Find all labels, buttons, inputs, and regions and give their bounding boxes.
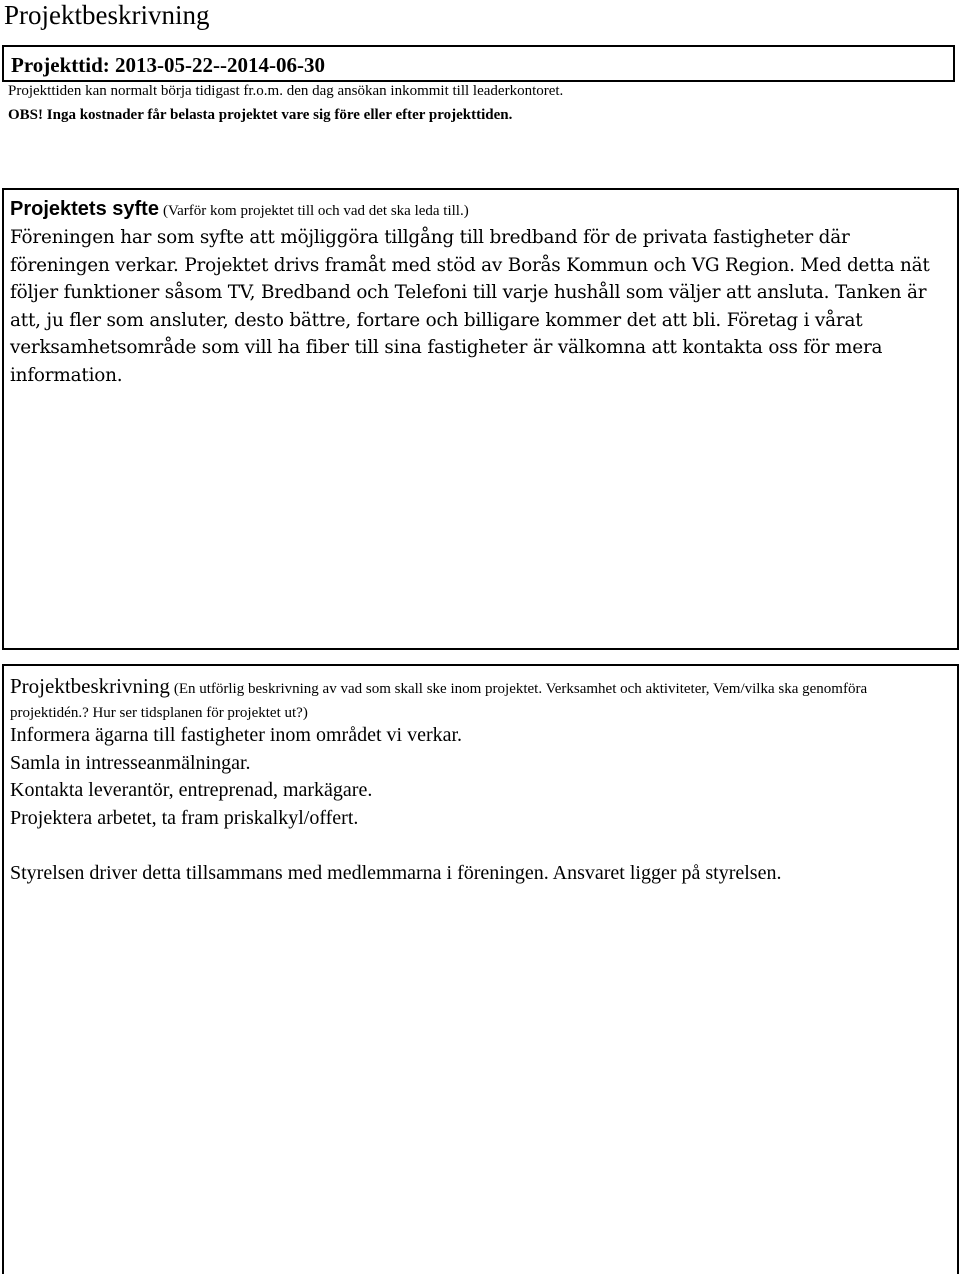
purpose-text — [10, 224, 945, 390]
blank-line — [10, 832, 940, 860]
purpose-sentence: Projektet drivs framåt med stöd av Borås Kommun och VG Region. — [184, 254, 801, 276]
purpose-sentence: Med detta nät följer funktioner såsom TV, Bredband och Telefoni till varje hushåll som väljer att ansluta. — [10, 254, 930, 304]
purpose-sentence: Tanken är att, ju fler som ansluter, desto bättre, fortare och billigare kommer det att bli. — [10, 282, 927, 331]
purpose-heading-row — [10, 198, 469, 223]
period-note: Projekttiden kan normalt börja tidigast fr.o.m. den dag ansökan inkommit till leaderkontoret. — [8, 83, 564, 99]
purpose-sentence: Föreningen har som syfte att möjliggöra tillgång till bredband för de privata fastigheter där föreningen verkar. — [10, 227, 850, 276]
description-text — [10, 722, 940, 887]
purpose-heading: Projektets syfte — [10, 198, 159, 220]
page-title: Projektbeskrivning — [4, 0, 210, 30]
activity-line: Projektera arbetet, ta fram priskalkyl/offert. — [10, 806, 359, 829]
description-heading: Projektbeskrivning — [10, 674, 170, 698]
project-period-box — [2, 45, 955, 82]
period-warning: OBS! Inga kostnader får belasta projektet vare sig före eller efter projekttiden. — [8, 107, 513, 123]
activity-line: Samla in intresseanmälningar. — [10, 751, 251, 774]
activity-line: Informera ägarna till fastigheter inom området vi verkar. — [10, 724, 463, 746]
responsibility-line: Styrelsen driver detta tillsammans med medlemmarna i föreningen. Ansvaret ligger på styrelsen. — [10, 861, 782, 884]
description-section — [2, 664, 959, 1274]
purpose-section — [2, 188, 959, 650]
project-period-label: Projekttid: 2013-05-22--2014-06-30 — [11, 53, 325, 77]
description-hint: (En utförlig beskrivning av vad som skall ske inom projektet. Verksamhet och aktiviteter, Vem/vilka ska genomföra projektidén.? Hur ser tidsplanen för projektet ut?) — [10, 681, 868, 721]
purpose-sentence: Företag i vårat verksamhetsområde som vill ha fiber till sina fastigheter är välkomna att kontakta oss för mera information. — [10, 309, 883, 386]
description-heading-row — [10, 674, 940, 725]
purpose-hint: (Varför kom projektet till och vad det ska leda till.) — [162, 203, 469, 219]
activity-line: Kontakta leverantör, entreprenad, markägare. — [10, 779, 373, 801]
